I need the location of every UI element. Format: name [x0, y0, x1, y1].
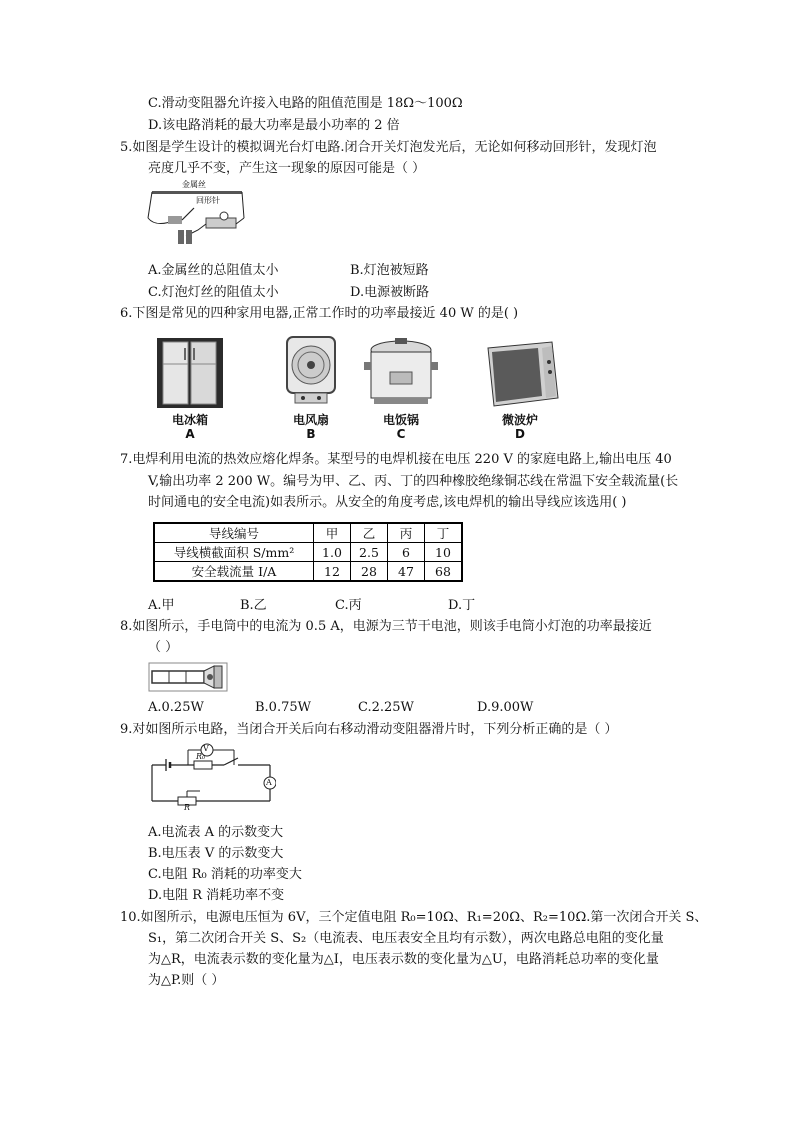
q6-microwave-image: [482, 340, 560, 408]
table-header-cell: 导线编号: [154, 523, 314, 543]
table-cell: 47: [388, 562, 425, 582]
q7-stem-line1: 7.电焊利用电流的热效应熔化焊条。某型号的电焊机接在电压 220 V 的家庭电路上,输出电压 40: [120, 452, 672, 467]
q4-option-c: C.滑动变阻器允许接入电路的阻值范围是 18Ω～100Ω: [148, 96, 463, 111]
table-cell: 安全载流量 I/A: [154, 562, 314, 582]
q6-item-d-name: 微波炉: [501, 413, 538, 427]
table-row: [154, 543, 462, 562]
table-row: [154, 523, 462, 543]
q6-item-c-name: 电饭锅: [382, 413, 419, 427]
q8-flashlight-figure: [148, 662, 228, 692]
q8-option-b: B.0.75W: [255, 700, 311, 715]
q5-option-d: D.电源被断路: [350, 285, 430, 300]
q7-stem-line2: V,输出功率 2 200 W。编号为甲、乙、丙、丁的四种橡胶绝缘铜芯线在常温下安全载流量(长: [148, 474, 679, 489]
q5-stem-line2: 亮度几乎不变，产生这一现象的原因可能是（ ）: [148, 161, 426, 176]
table-cell: 10: [425, 543, 463, 562]
q8-option-d: D.9.00W: [477, 700, 534, 715]
q9-option-c: C.电阻 R₀ 消耗的功率变大: [148, 867, 302, 882]
q7-stem-line3: 时间通电的安全电流)如表所示。从安全的角度考虑,该电焊机的输出导线应该选用( ): [148, 495, 627, 510]
q10-stem-line1: 10.如图所示，电源电压恒为 6V，三个定值电阻 R₀=10Ω、R₁=20Ω、R₂=10Ω.第一次闭合开关 S、: [120, 910, 708, 925]
q9-ammeter-label: A: [266, 778, 272, 787]
table-cell: 28: [351, 562, 388, 582]
q4-option-d: D.该电路消耗的最大功率是最小功率的 2 倍: [148, 118, 400, 133]
q9-option-d: D.电阻 R 消耗功率不变: [148, 888, 285, 903]
q6-item-d-letter: D: [515, 427, 525, 441]
q6-item-b-letter: B: [306, 427, 316, 441]
table-cell: 12: [314, 562, 351, 582]
q9-r-label: R: [184, 803, 191, 812]
q9-circuit-figure: [148, 741, 276, 812]
q7-option-d: D.丁: [448, 598, 476, 613]
q8-option-a: A.0.25W: [148, 700, 204, 715]
table-cell: 68: [425, 562, 463, 582]
q5-option-b: B.灯泡被短路: [350, 263, 429, 278]
table-cell: 2.5: [351, 543, 388, 562]
q8-stem-line1: 8.如图所示，手电筒中的电流为 0.5 A，电源为三节干电池，则该手电筒小灯泡的功率最接近: [120, 619, 652, 634]
q6-item-a-letter: A: [185, 427, 195, 441]
q5-dimmer-circuit-figure: [146, 180, 246, 250]
table-cell: 6: [388, 543, 425, 562]
q9-stem: 9.对如图所示电路，当闭合开关后向右移动滑动变阻器滑片时，下列分析正确的是（ ）: [120, 722, 618, 737]
q5-option-a: A.金属丝的总阻值太小: [148, 263, 279, 278]
table-cell: 导线横截面积 S/mm²: [154, 543, 314, 562]
q6-fan-image: [285, 335, 337, 407]
table-cell: 1.0: [314, 543, 351, 562]
q8-option-c: C.2.25W: [358, 700, 414, 715]
q6-item-b-name: 电风扇: [292, 413, 329, 427]
q5-option-c: C.灯泡灯丝的阻值太小: [148, 285, 279, 300]
q7-option-c: C.丙: [335, 598, 362, 613]
q9-option-b: B.电压表 V 的示数变大: [148, 846, 284, 861]
table-row: [154, 562, 462, 582]
table-header-cell: 丁: [425, 523, 463, 543]
q6-rice-cooker-image: [364, 338, 438, 408]
q5-stem-line1: 5.如图是学生设计的模拟调光台灯电路.闭合开关灯泡发光后，无论如何移动回形针，发现灯泡: [120, 140, 657, 155]
q8-stem-line2: （ ）: [148, 640, 179, 655]
q10-stem-line2: S₁，第二次闭合开关 S、S₂（电流表、电压表安全且均有示数），两次电路总电阻的变化量: [148, 931, 664, 946]
q5-label-wire: 金属丝: [182, 180, 206, 189]
table-header-cell: 甲: [314, 523, 351, 543]
q5-label-clip: 回形针: [196, 196, 220, 205]
q7-option-b: B.乙: [240, 598, 267, 613]
q9-option-a: A.电流表 A 的示数变大: [148, 825, 284, 840]
q7-wire-table: [153, 522, 463, 582]
q6-item-c-letter: C: [396, 427, 406, 441]
table-header-cell: 丙: [388, 523, 425, 543]
q6-refrigerator-image: [157, 338, 223, 408]
q9-r0-label: R₀: [196, 752, 206, 761]
q6-item-a-name: 电冰箱: [171, 413, 208, 427]
q10-stem-line3: 为△R，电流表示数的变化量为△I，电压表示数的变化量为△U，电路消耗总功率的变化量: [148, 952, 659, 967]
q7-option-a: A.甲: [148, 598, 175, 613]
q9-voltmeter-label: V: [203, 744, 209, 753]
table-header-cell: 乙: [351, 523, 388, 543]
q10-stem-line4: 为△P.则（ ）: [148, 973, 225, 988]
q6-stem: 6.下图是常见的四种家用电器,正常工作时的功率最接近 40 W 的是( ): [120, 306, 519, 321]
